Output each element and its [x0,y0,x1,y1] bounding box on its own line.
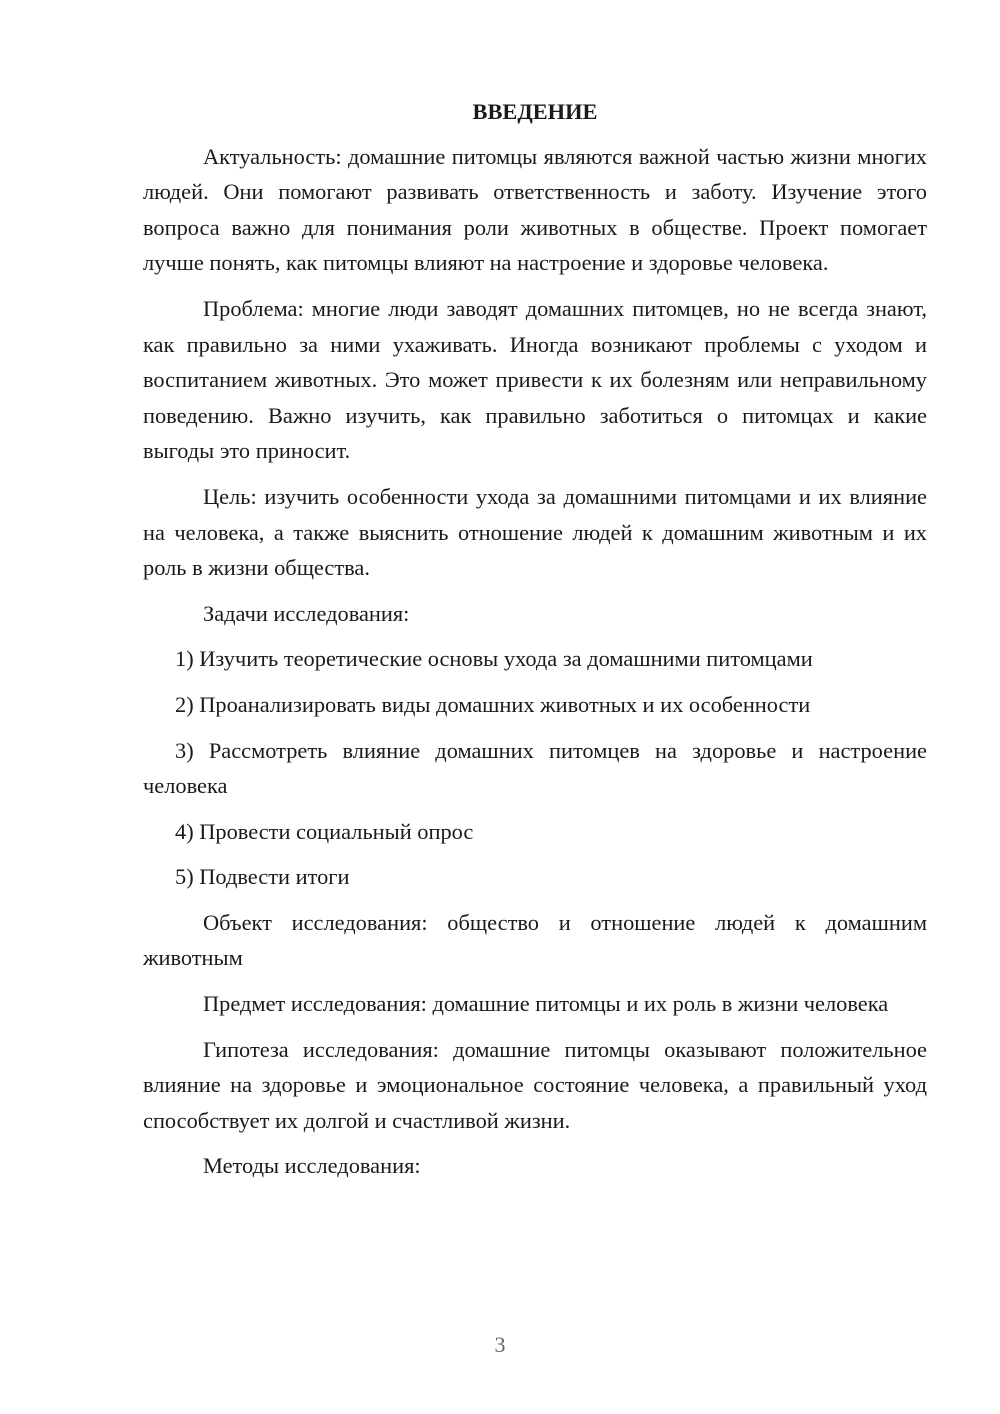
paragraph-object: Объект исследования: общество и отношение людей к домашним животным [143,909,927,971]
paragraph-relevance: Актуальность: домашние питомцы являются важной частью жизни многих людей. Они помогают развивать ответственность и заботу. Изучение этого вопроса важно для понимания роли животных в обществе. Проект помогает лучше понять, как питомцы влияют на настроение и здоровье человека. [143,143,927,276]
list-item: 2) Проанализировать виды домашних животных и их особенности [175,691,811,717]
list-item: 5) Подвести итоги [175,864,350,890]
list-item: 4) Провести социальный опрос [175,818,474,844]
paragraph-problem: Проблема: многие люди заводят домашних питомцев, но не всегда знают, как правильно за ними ухаживать. Иногда возникают проблемы с уходом и воспитанием животных. Это может привести к их болезням или неправильному поведению. Важно изучить, как правильно заботиться о питомцах и какие выгоды это приносит. [143,295,927,464]
paragraph-methods-intro: Методы исследования: [203,1153,421,1179]
tasks-list [143,641,927,895]
paragraph-goal: Цель: изучить особенности ухода за домашними питомцами и их влияние на человека, а также выяснить отношение людей к домашним животным и их роль в жизни общества. [143,483,927,581]
page-number: 3 [494,1332,506,1357]
page-content [143,94,927,1194]
paragraph-tasks-intro: Задачи исследования: [203,600,410,626]
paragraph-hypothesis: Гипотеза исследования: домашние питомцы оказывают положительное влияние на здоровье и эмоциональное состояние человека, а правильный уход способствует их долгой и счастливой жизни. [143,1036,927,1133]
list-item: 3) Рассмотреть влияние домашних питомцев на здоровье и настроение человека [143,737,927,799]
list-item: 1) Изучить теоретические основы ухода за домашними питомцами [175,646,813,672]
page-title: ВВЕДЕНИЕ [472,99,598,124]
paragraph-subject: Предмет исследования: домашние питомцы и их роль в жизни человека [203,991,889,1017]
